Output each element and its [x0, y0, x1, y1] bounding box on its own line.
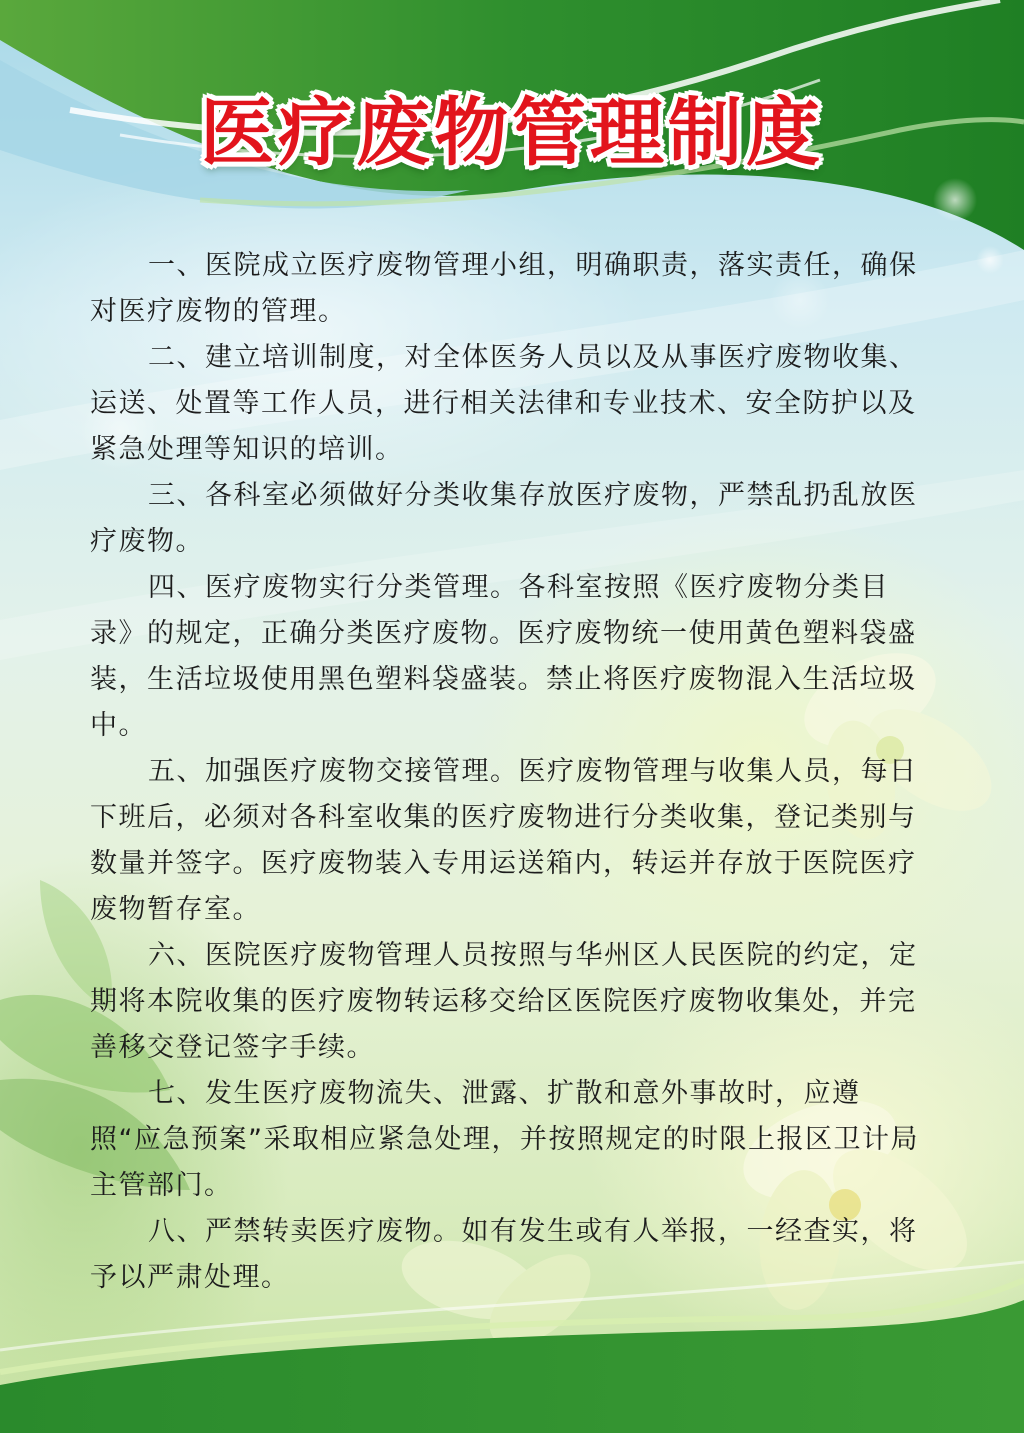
paragraph-8: 八、严禁转卖医疗废物。如有发生或有人举报，一经查实，将予以严肃处理。: [90, 1216, 918, 1293]
regulation-text: [90, 243, 920, 1301]
paragraph-1: 一、医院成立医疗废物管理小组，明确职责，落实责任，确保对医疗废物的管理。: [90, 250, 918, 327]
paragraph-5: 五、加强医疗废物交接管理。医疗废物管理与收集人员，每日下班后，必须对各科室收集的医疗废物进行分类收集，登记类别与数量并签字。医疗废物装入专用运送箱内，转运并存放于医院医疗废物暂存室。: [90, 756, 918, 925]
paragraph-7: 七、发生医疗废物流失、泄露、扩散和意外事故时，应遵照“应急预案”采取相应紧急处理，并按照规定的时限上报区卫计局主管部门。: [90, 1078, 919, 1201]
paragraph-3: 三、各科室必须做好分类收集存放医疗废物，严禁乱扔乱放医疗废物。: [90, 480, 918, 557]
page-title: 医疗废物管理制度: [200, 90, 824, 176]
paragraph-2: 二、建立培训制度，对全体医务人员以及从事医疗废物收集、运送、处置等工作人员，进行相关法律和专业技术、安全防护以及紧急处理等知识的培训。: [90, 342, 918, 465]
paragraph-4: 四、医疗废物实行分类管理。各科室按照《医疗废物分类目录》的规定，正确分类医疗废物。医疗废物统一使用黄色塑料袋盛装，生活垃圾使用黑色塑料袋盛装。禁止将医疗废物混入生活垃圾中。: [90, 572, 917, 741]
paragraph-6: 六、医院医疗废物管理人员按照与华州区人民医院的约定，定期将本院收集的医疗废物转运移交给区医院医疗废物收集处，并完善移交登记签字手续。: [90, 940, 918, 1063]
